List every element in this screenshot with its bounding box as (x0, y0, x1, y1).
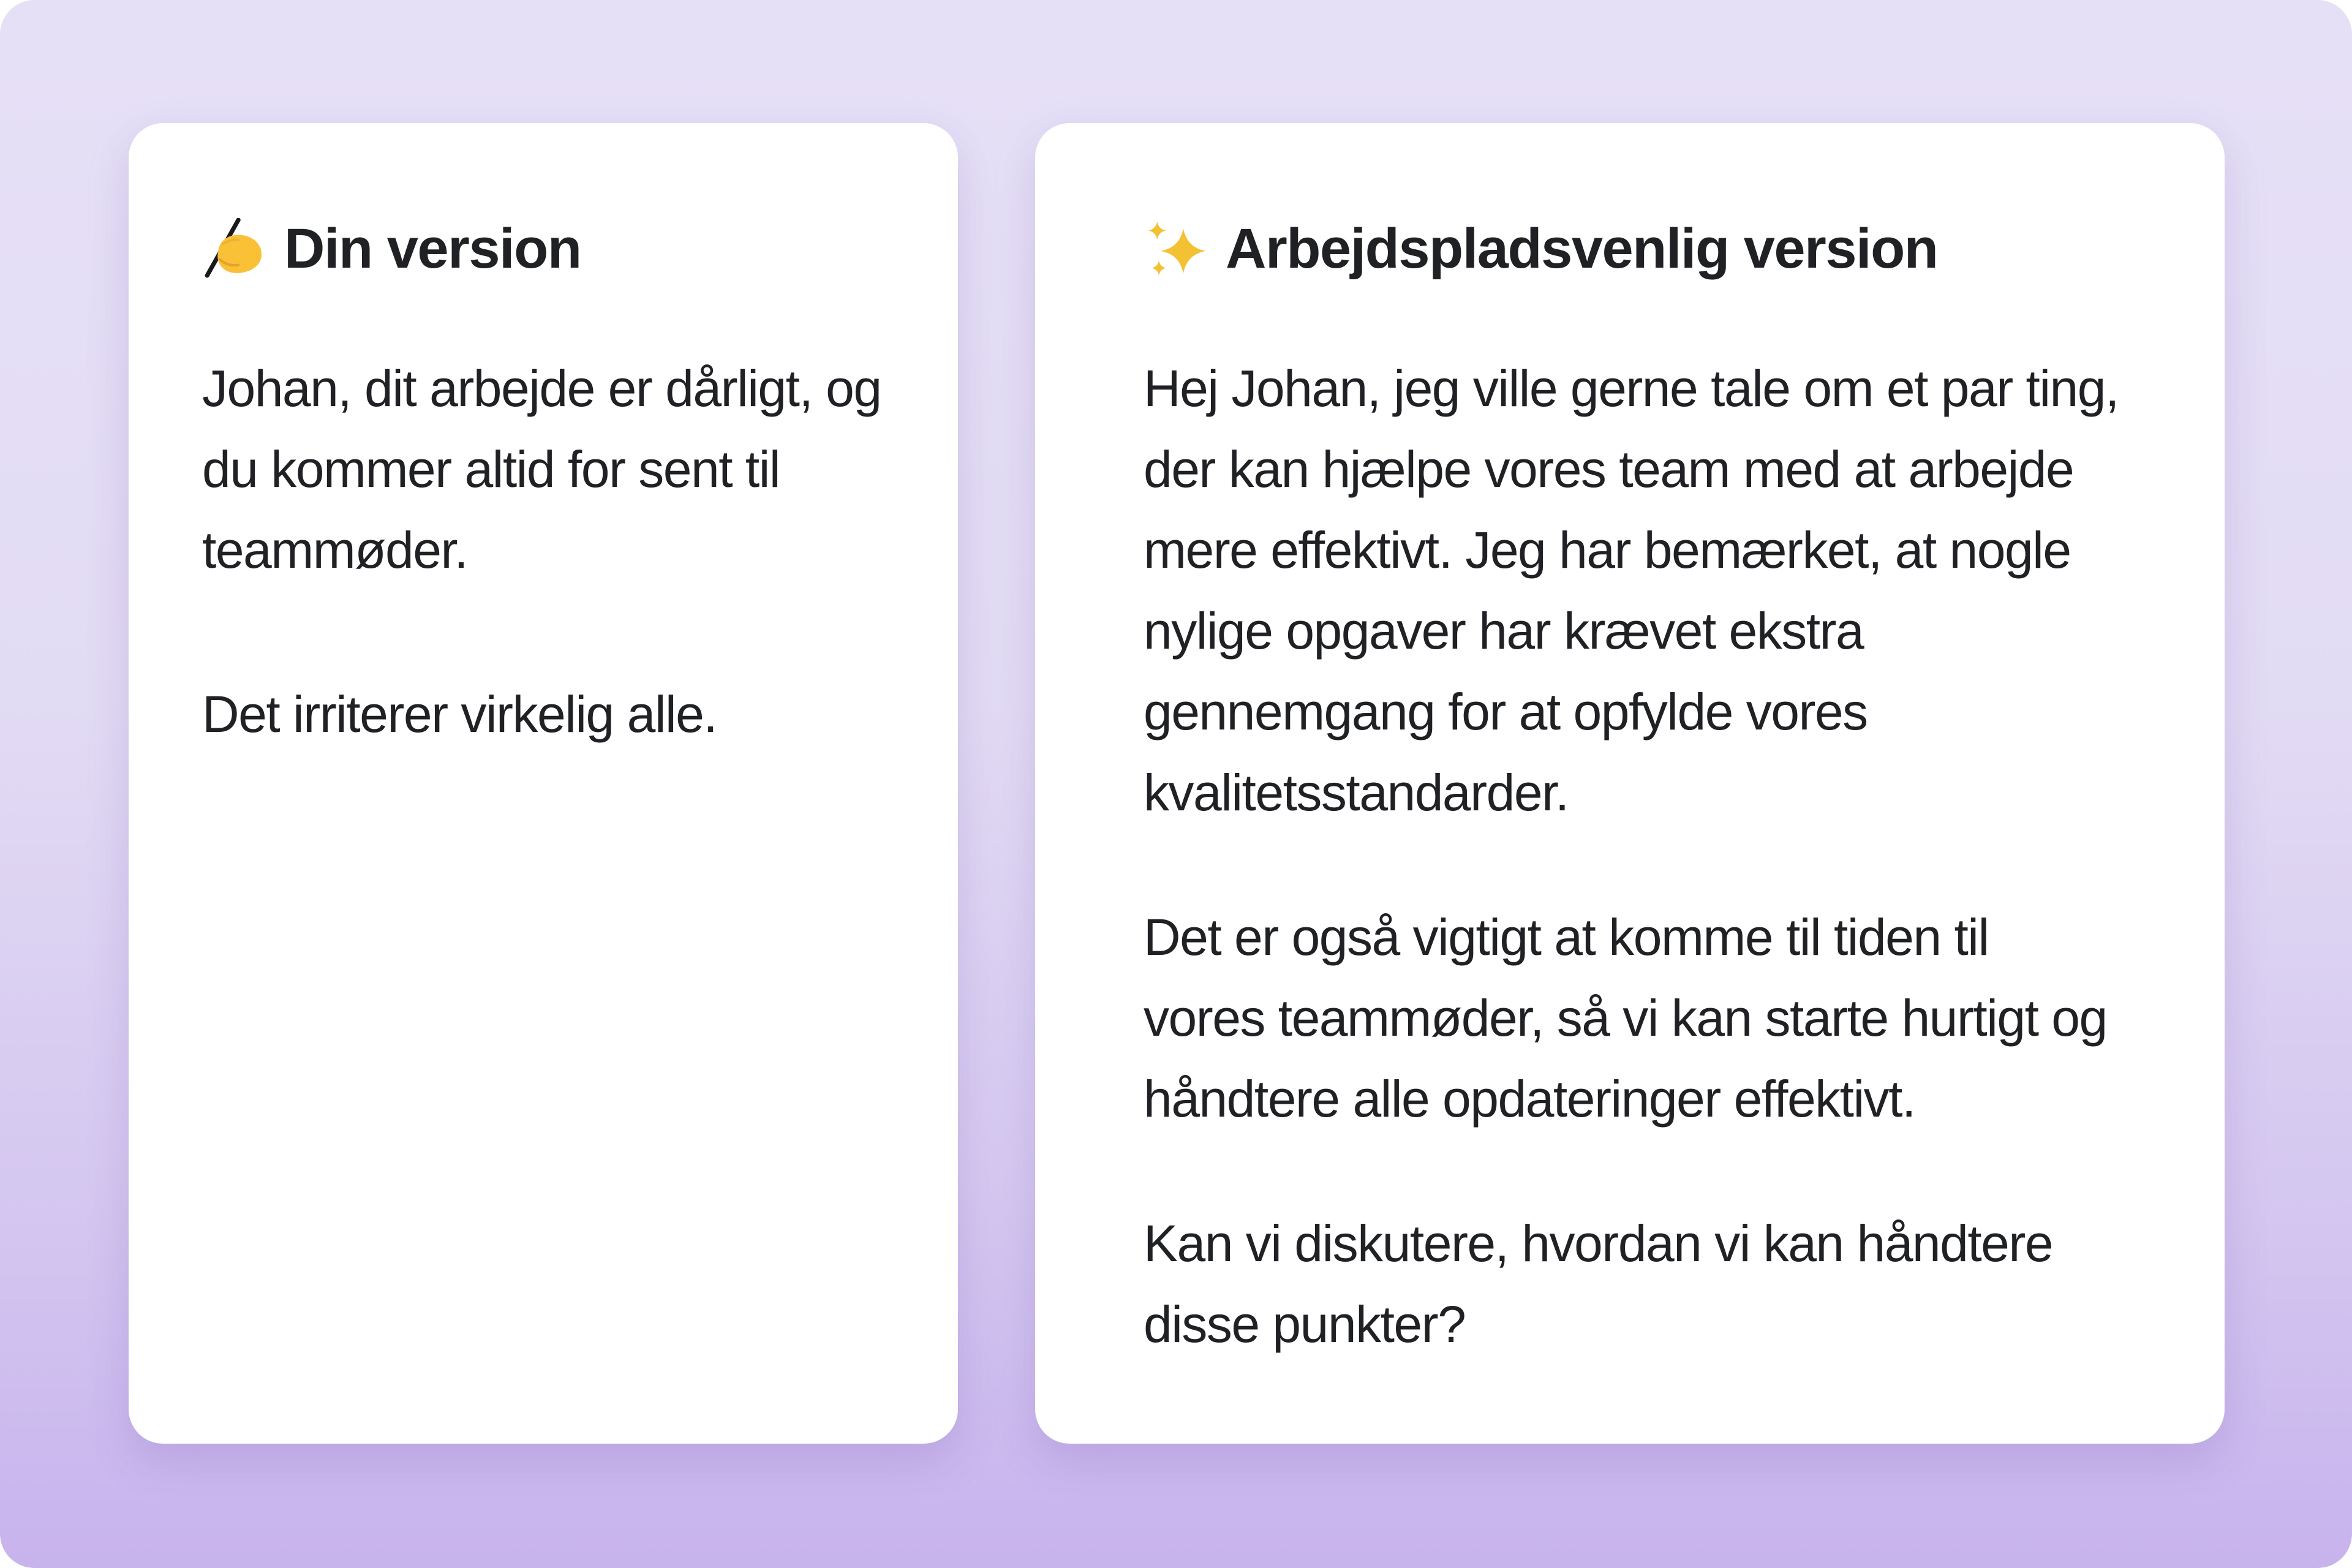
friendly-card-title (1144, 218, 2120, 281)
friendly-card-title-text: Arbejdspladsvenlig version (1226, 217, 1938, 281)
original-card-title (202, 218, 886, 281)
original-version-card (129, 123, 958, 1444)
original-paragraph-1: Johan, dit arbejde er dårligt, og du kommer altid for sent til teammøder. (202, 360, 881, 579)
friendly-paragraph-1: Hej Johan, jeg ville gerne tale om et par ting, der kan hjælpe vores team med at arbejde mere effektivt. Jeg har bemærket, at nogle nylige opgaver har krævet ekstra gennemgang for at opfylde vores kvalitetsstandarder. (1144, 360, 2119, 821)
original-paragraph-2: Det irriterer virkelig alle. (202, 685, 717, 743)
writing-hand-icon (202, 218, 265, 281)
sparkles-icon (1144, 218, 1206, 281)
friendly-card-body (1144, 348, 2120, 1365)
original-card-title-text: Din version (284, 217, 581, 281)
friendly-paragraph-2: Det er også vigtigt at komme til tiden til vores teammøder, så vi kan starte hurtigt og håndtere alle opdateringer effektivt. (1144, 908, 2107, 1128)
friendly-paragraph-3: Kan vi diskutere, hvordan vi kan håndtere disse punkter? (1144, 1215, 2053, 1353)
friendly-version-card (1035, 123, 2225, 1444)
original-card-body (202, 348, 886, 755)
